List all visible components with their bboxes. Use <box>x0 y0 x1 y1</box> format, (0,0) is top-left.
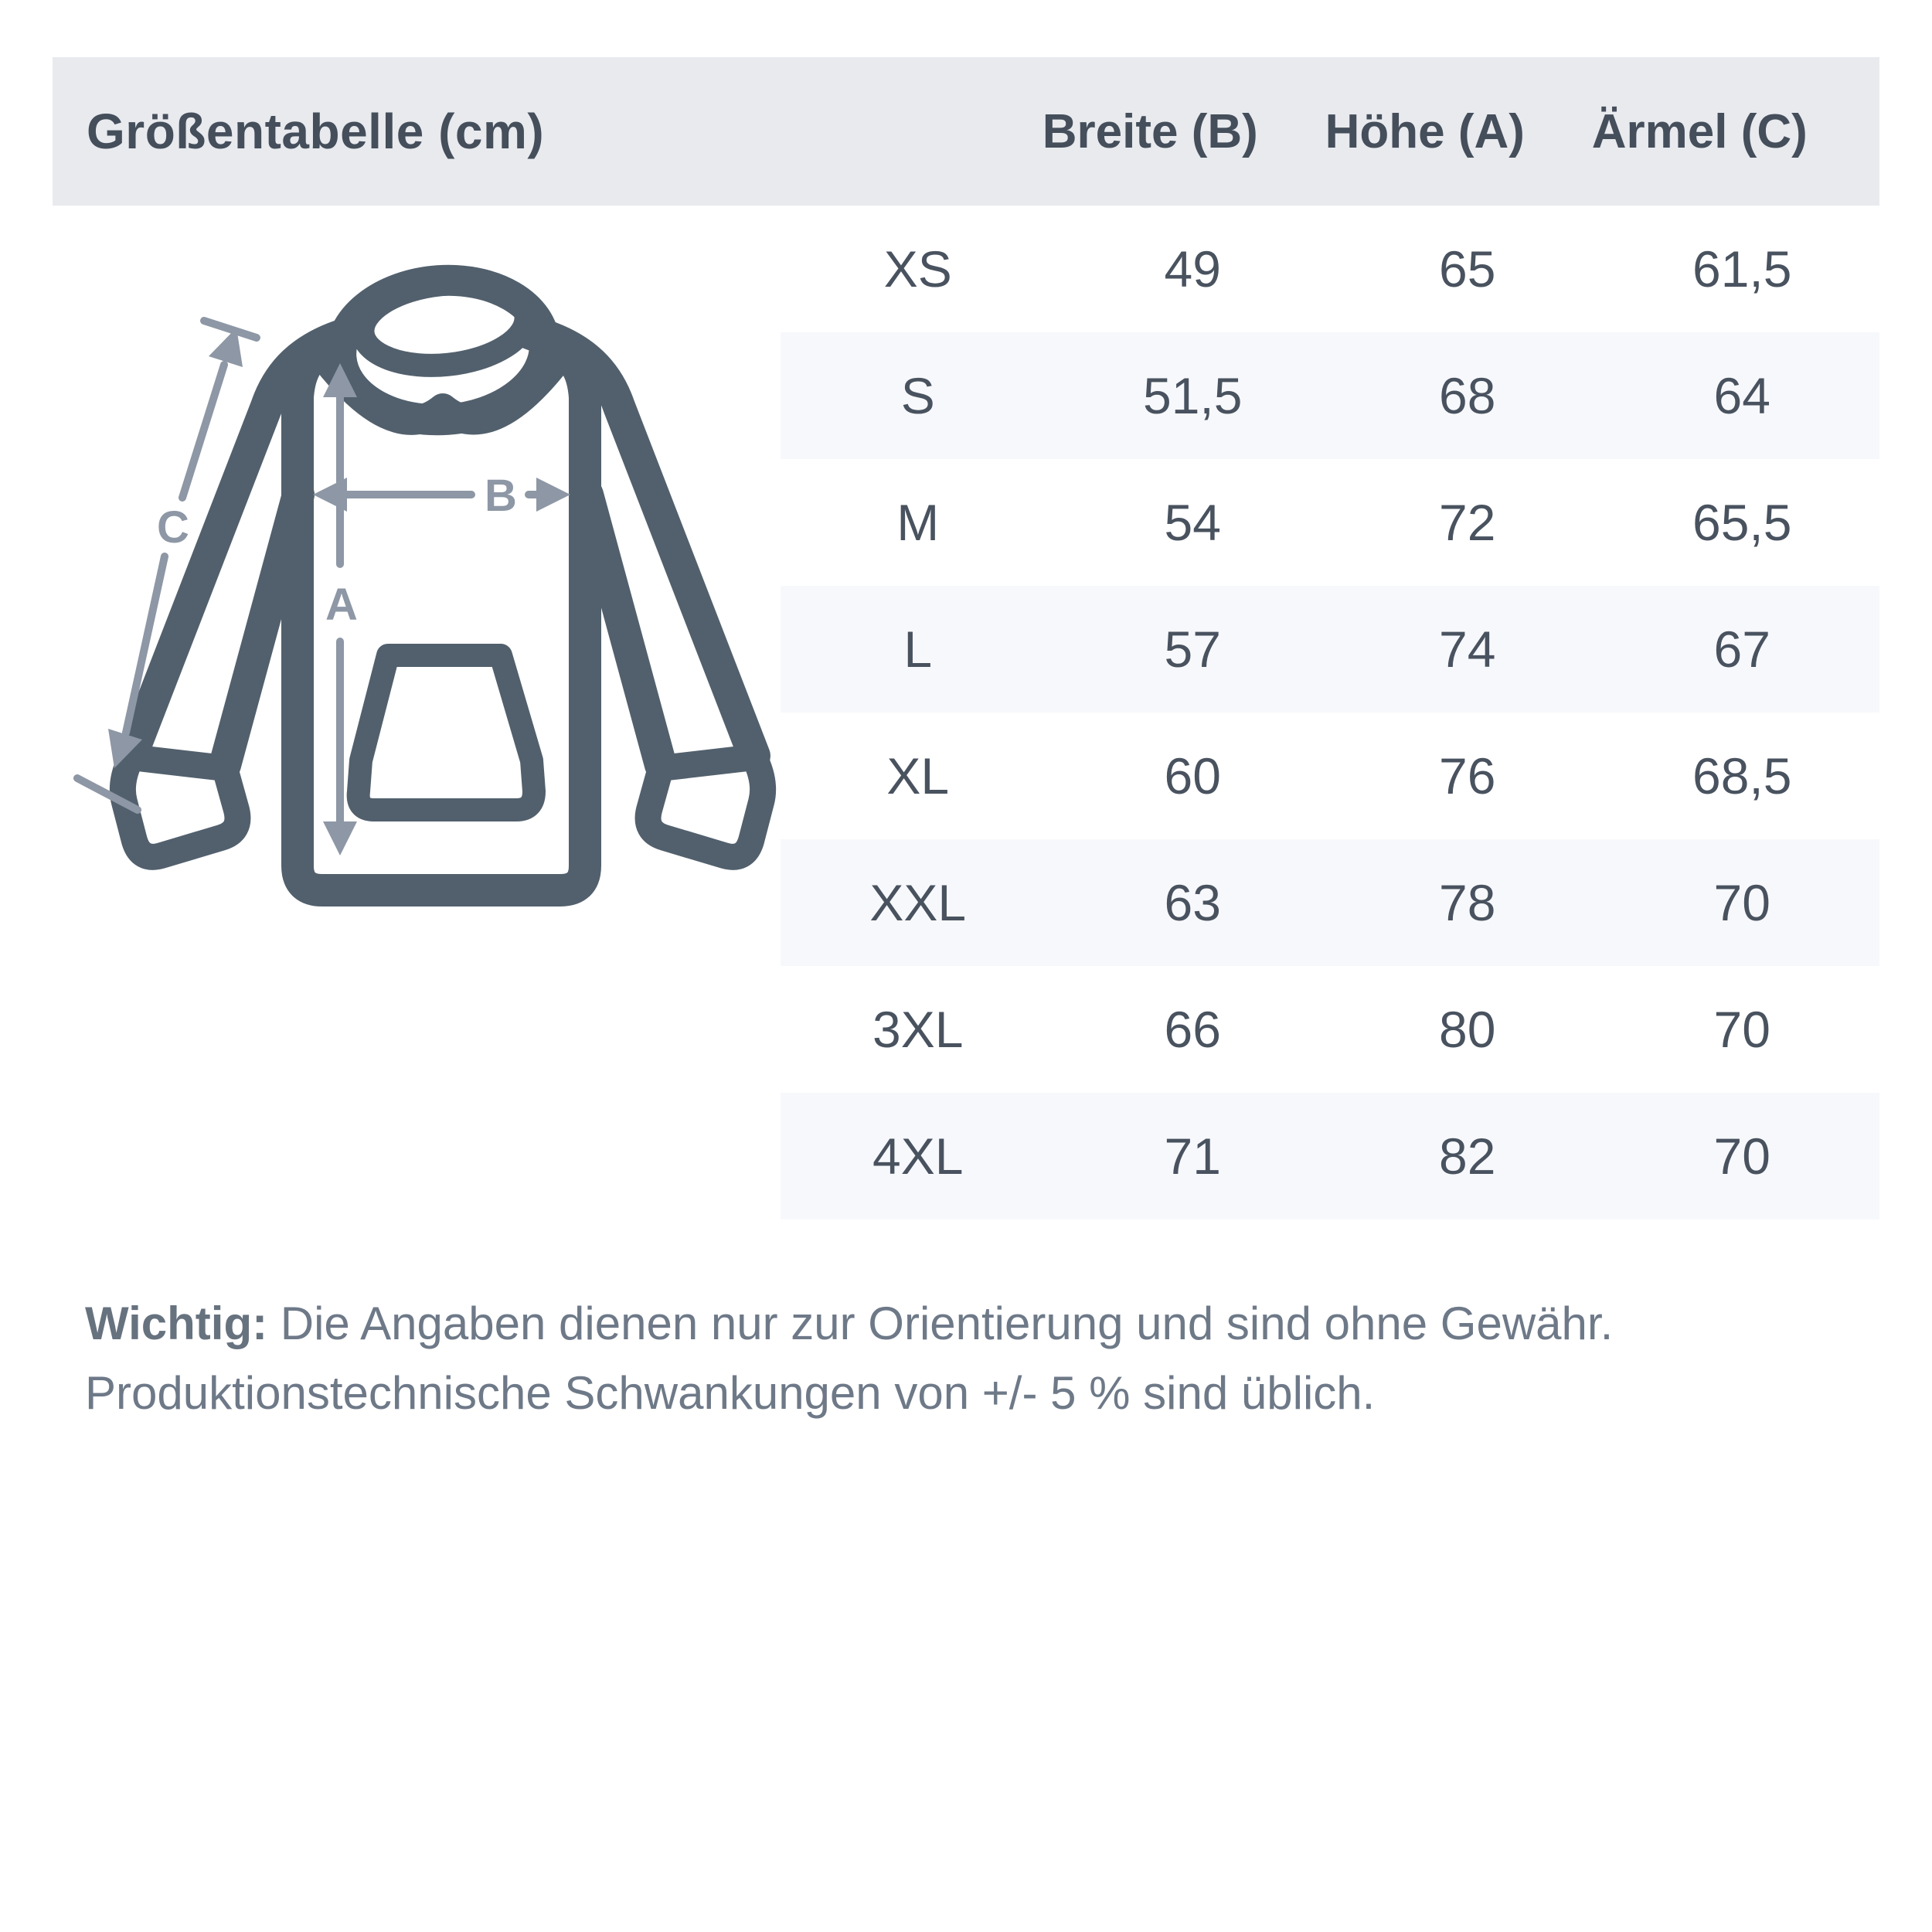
hoodie-pocket <box>359 655 534 810</box>
footer-prefix: Wichtig: <box>85 1298 268 1349</box>
hoehe-value: 76 <box>1439 747 1496 804</box>
footer-line-1-text: Die Angaben dienen nur zur Orientierung und sind ohne Gewähr. <box>267 1298 1614 1349</box>
aermel-value: 70 <box>1713 874 1770 931</box>
breite-value: 71 <box>1164 1128 1221 1185</box>
size-chart-header <box>53 57 1879 206</box>
column-header-aermel: Ärmel (C) <box>1591 104 1808 158</box>
hood-inner-ring <box>359 276 530 373</box>
breite-value: 49 <box>1164 240 1221 298</box>
aermel-value: 61,5 <box>1692 240 1792 298</box>
hoodie-outline-icon <box>123 274 763 890</box>
aermel-value: 70 <box>1713 1128 1770 1185</box>
label-c: C <box>157 502 189 553</box>
page-title: Größentabelle (cm) <box>87 104 545 159</box>
size-label: 4XL <box>872 1128 964 1185</box>
breite-value: 57 <box>1164 621 1221 678</box>
breite-value: 51,5 <box>1143 367 1243 424</box>
aermel-value: 64 <box>1713 367 1770 424</box>
footer-note <box>85 1289 1878 1428</box>
breite-value: 60 <box>1164 747 1221 804</box>
breite-value: 66 <box>1164 1001 1221 1058</box>
hoehe-value: 80 <box>1439 1001 1496 1058</box>
table-row-m <box>781 459 1879 586</box>
column-header-breite: Breite (B) <box>1042 104 1258 158</box>
size-label: XL <box>886 747 950 804</box>
table-row-xl <box>781 713 1879 839</box>
measure-arrow-b-icon <box>313 478 570 512</box>
column-header-hoehe: Höhe (A) <box>1325 104 1525 158</box>
size-label: M <box>896 494 940 551</box>
table-row-s <box>781 332 1879 459</box>
aermel-value: 68,5 <box>1692 747 1792 804</box>
size-table <box>781 206 1879 1219</box>
hoodie-measurement-diagram <box>46 232 781 927</box>
hoehe-value: 82 <box>1439 1128 1496 1185</box>
table-row-xxl <box>781 839 1879 966</box>
label-b: B <box>485 471 517 521</box>
breite-value: 54 <box>1164 494 1221 551</box>
size-label: 3XL <box>872 1001 964 1058</box>
footer-line-2: Produktionstechnische Schwankungen von +/- 5 % sind üblich. <box>85 1367 1376 1419</box>
breite-value: 63 <box>1164 874 1221 931</box>
aermel-value: 67 <box>1713 621 1770 678</box>
table-row-l <box>781 586 1879 713</box>
size-label: XS <box>883 240 952 298</box>
hoehe-value: 72 <box>1439 494 1496 551</box>
size-label: L <box>903 621 933 678</box>
table-row-4xl <box>781 1093 1879 1219</box>
hoehe-value: 68 <box>1439 367 1496 424</box>
hoehe-value: 65 <box>1439 240 1496 298</box>
hoodie-right-cuff <box>648 757 764 857</box>
hoehe-value: 74 <box>1439 621 1496 678</box>
table-row-3xl <box>781 966 1879 1093</box>
label-a: A <box>325 580 358 630</box>
aermel-value: 70 <box>1713 1001 1770 1058</box>
table-row-xs <box>781 206 1879 332</box>
size-label: S <box>900 367 935 424</box>
column-headers <box>738 57 1837 206</box>
aermel-value: 65,5 <box>1692 494 1792 551</box>
footer-line-1 <box>85 1289 1878 1359</box>
size-label: XXL <box>869 874 967 931</box>
hoehe-value: 78 <box>1439 874 1496 931</box>
